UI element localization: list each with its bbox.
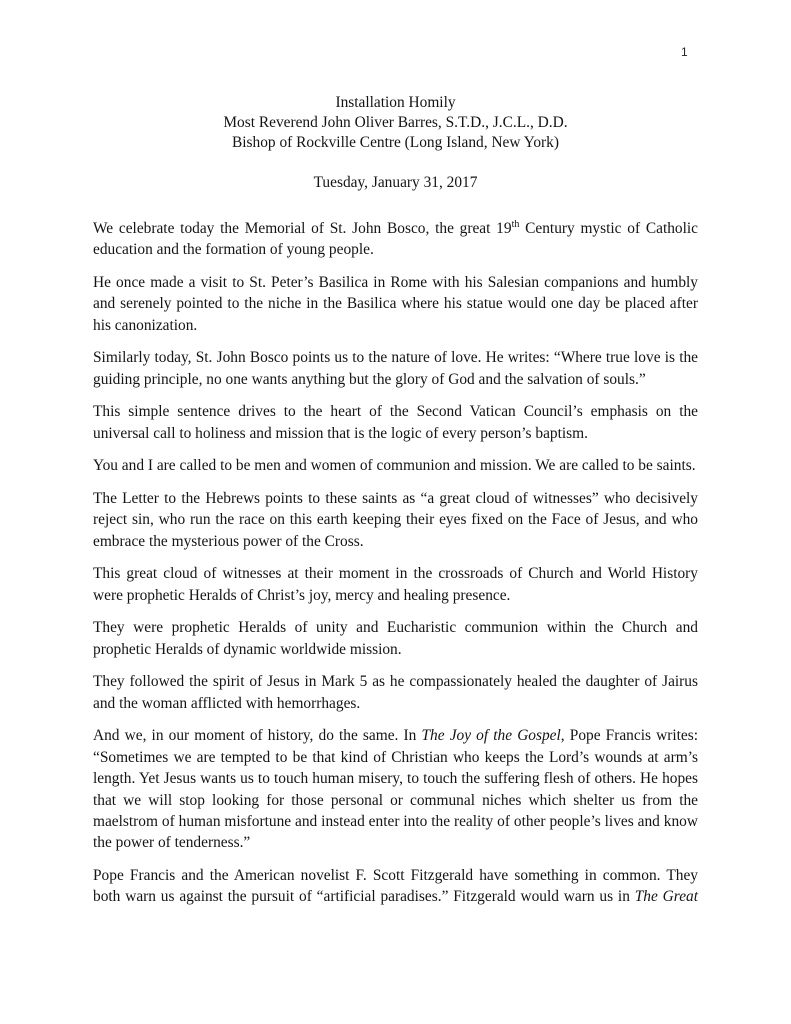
paragraph-text: And we, in our moment of history, do the same. In xyxy=(93,727,422,745)
paragraph-text: Pope Francis and the American novelist F. Scott Fitzgerald have something in common. They both warn us against the pursuit of “artificial paradises.” Fitzgerald would warn us in xyxy=(93,867,698,906)
document-heading xyxy=(93,93,698,193)
paragraph-text: , Pope Francis writes: “Sometimes we are tempted to be that kind of Christian who keeps the Lord’s wounds at arm’s length. Yet Jesus wants us to touch human misery, to touch the suffering flesh of others. He hopes that we will stop looking for those personal or communal niches which shelter us from the maelstrom of human misfortune and instead enter into the reality of other people’s lives and know the power of tenderness.” xyxy=(93,727,698,852)
paragraph: This simple sentence drives to the heart of the Second Vatican Council’s emphasis on the universal call to holiness and mission that is the logic of every person’s baptism. xyxy=(93,403,698,442)
author-line: Most Reverend John Oliver Barres, S.T.D., J.C.L., D.D. xyxy=(223,114,568,131)
book-title: The Joy of the Gospel xyxy=(421,727,561,745)
paragraph: Similarly today, St. John Bosco points us to the nature of love. He writes: “Where true love is the guiding principle, no one wants anything but the glory of God and the salvation of souls.” xyxy=(93,349,698,388)
book-title: The Great xyxy=(634,888,698,906)
paragraph xyxy=(93,218,698,261)
paragraph xyxy=(93,725,698,853)
paragraph: They were prophetic Heralds of unity and Eucharistic communion within the Church and prophetic Heralds of dynamic worldwide mission. xyxy=(93,619,698,658)
homily-title: Installation Homily xyxy=(335,94,456,111)
paragraph xyxy=(93,865,698,908)
document-body xyxy=(93,218,698,919)
paragraph: The Letter to the Hebrews points to these saints as “a great cloud of witnesses” who decisively reject sin, who run the race on this earth keeping their eyes fixed on the Face of Jesus, and who embrace the mysterious power of the Cross. xyxy=(93,490,698,550)
paragraph-text: We celebrate today the Memorial of St. John Bosco, the great 19 xyxy=(93,220,512,237)
date-line: Tuesday, January 31, 2017 xyxy=(313,174,478,191)
page-number: 1 xyxy=(681,45,688,59)
ordinal-superscript: th xyxy=(511,219,520,230)
paragraph: He once made a visit to St. Peter’s Basilica in Rome with his Salesian companions and humbly and serenely pointed to the niche in the Basilica where his statue would one day be placed after his canonization. xyxy=(93,274,698,334)
paragraph: You and I are called to be men and women of communion and mission. We are called to be saints. xyxy=(93,457,696,475)
paragraph: They followed the spirit of Jesus in Mark 5 as he compassionately healed the daughter of Jairus and the woman afflicted with hemorrhages. xyxy=(93,673,698,712)
paragraph-text: Century mystic of Catholic education and the formation of young people. xyxy=(93,220,698,259)
position-line: Bishop of Rockville Centre (Long Island, New York) xyxy=(231,134,559,151)
paragraph: This great cloud of witnesses at their moment in the crossroads of Church and World History were prophetic Heralds of Christ’s joy, mercy and healing presence. xyxy=(93,565,698,604)
